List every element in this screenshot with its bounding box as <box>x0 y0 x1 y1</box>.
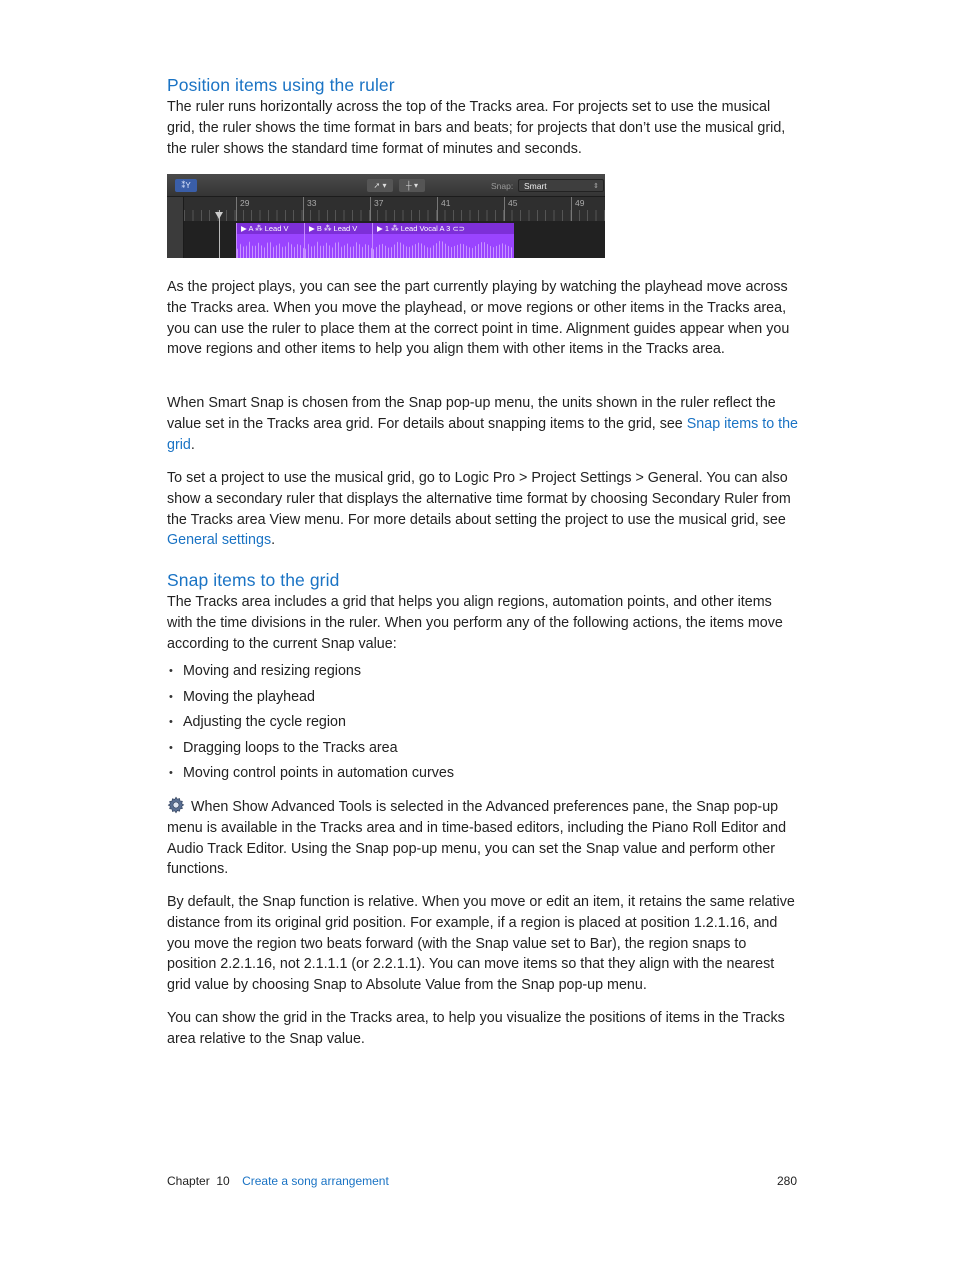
action-list <box>167 661 799 789</box>
snap-items-link[interactable]: Snap items to the grid <box>167 415 799 453</box>
section-intro: The ruler runs horizontally across the top of the Tracks area. For projects set to use the musical grid, the ruler shows the time format in bars and beats; for projects that don’t use the musical grid, the ruler shows the standard time format of minutes and seconds. <box>167 99 786 157</box>
ruler-number: 49 <box>575 198 585 208</box>
region-label: ▶ A ⁂ Lead V <box>237 223 304 234</box>
para-show-grid <box>167 1008 799 1050</box>
page-number: 280 <box>777 1174 798 1188</box>
ruler-number: 45 <box>508 198 518 208</box>
ruler-number: 33 <box>307 198 317 208</box>
playhead-marker-icon <box>215 212 223 219</box>
region <box>304 223 372 258</box>
chevron-updown-icon: ⇕ <box>593 183 599 190</box>
chapter-number: Chapter 10 <box>167 1174 230 1188</box>
paragraph <box>167 796 799 880</box>
ruler-bar <box>437 197 451 221</box>
region <box>372 223 514 258</box>
ruler-bar <box>571 197 585 221</box>
list-item: • Moving and resizing regions <box>167 661 799 687</box>
list-item: • Adjusting the cycle region <box>167 712 799 738</box>
footer-chapter <box>167 1174 389 1188</box>
left-strip <box>167 197 184 258</box>
snap-popup <box>518 179 604 192</box>
chapter-title-link[interactable]: Create a song arrangement <box>242 1174 389 1188</box>
ruler-bar <box>370 197 384 221</box>
marquee-tool-icon: ┼ ▾ <box>399 179 425 192</box>
waveform <box>373 237 514 258</box>
para-advanced-tools <box>167 796 799 880</box>
filter-icon: ⁑Y <box>175 179 197 192</box>
paragraph-text: When Show Advanced Tools is selected in the Advanced preferences pane, the Snap pop-up menu is available in the Tracks area and in time-based editors, including the Piano Roll Editor and Audio Track Editor. Using the Snap pop-up menu, you can set the Snap value and perform other functions. <box>167 799 787 878</box>
section-heading: Position items using the ruler <box>167 75 395 95</box>
ruler-number: 41 <box>441 198 451 208</box>
snap-label: Snap: <box>491 181 514 191</box>
snap-value: Smart <box>524 181 547 191</box>
paragraph-text: When Smart Snap is chosen from the Snap pop-up menu, the units shown in the ruler reflect the value set in the Tracks area grid. For details about snapping items to the grid, see <box>167 395 776 432</box>
paragraph: You can show the grid in the Tracks area, to help you visualize the positions of items in the Tracks area relative to the Snap value. <box>167 1010 785 1047</box>
region <box>236 223 304 258</box>
bullet-list <box>167 661 799 789</box>
tracks-area-screenshot <box>167 174 605 258</box>
para-relative-snap <box>167 892 799 996</box>
list-item: • Moving control points in automation curves <box>167 763 799 789</box>
pointer-tool-icon: ➚ ▾ <box>367 179 393 192</box>
ruler-number: 37 <box>374 198 384 208</box>
tracks-toolbar <box>167 174 605 197</box>
region-label: ▶ B ⁂ Lead V <box>305 223 372 234</box>
section-snap-grid <box>167 569 799 654</box>
waveform <box>237 237 304 258</box>
ruler-ticks <box>184 210 605 221</box>
para-musical-grid <box>167 468 799 551</box>
paragraph: By default, the Snap function is relative. When you move or edit an item, it retains the same relative distance from its original grid position. For example, if a region is placed at position 1.2.1.16, and you move the region two beats forward (with the Snap value set to Bar), the region snaps to position 2.2.1.16, not 2.1.1.1 (or 2.2.1.1). You can move items so that they align with the nearest grid value by choosing Snap to Absolute Value from the Snap pop-up menu. <box>167 894 795 994</box>
gear-icon <box>167 796 185 814</box>
ruler-bar <box>504 197 518 221</box>
ruler-number: 29 <box>240 198 250 208</box>
ruler-bar <box>236 197 250 221</box>
para-smart-snap <box>167 393 799 455</box>
section-intro: The Tracks area includes a grid that helps you align regions, automation points, and other items with the time divisions in the ruler. When you perform any of the following actions, the items move according to the current Snap value: <box>167 594 783 652</box>
general-settings-link[interactable]: General settings <box>167 532 272 549</box>
region-label: ▶ 1 ⁂ Lead Vocal A 3 ⊂⊃ <box>373 223 514 234</box>
ruler-bar <box>303 197 317 221</box>
waveform <box>305 237 372 258</box>
para-playhead <box>167 277 799 360</box>
section-heading: Snap items to the grid <box>167 570 340 590</box>
paragraph <box>167 468 799 551</box>
ruler <box>184 197 605 221</box>
section-position-ruler <box>167 74 799 159</box>
list-item: • Moving the playhead <box>167 687 799 713</box>
paragraph <box>167 393 799 455</box>
paragraph-text: To set a project to use the musical grid, go to Logic Pro > Project Settings > General. You can also show a secondary ruler that displays the alternative time format by choosing Secondary Ruler from the Tracks area View menu. For more details about setting the project to use the musical grid, see <box>167 470 791 528</box>
paragraph: As the project plays, you can see the part currently playing by watching the playhead move across the Tracks area. When you move the playhead, or move regions or other items in the Tracks area, you can use the ruler to place them at the correct point in time. Alignment guides appear when you move regions and other items to help you align them with other items in the Tracks area. <box>167 279 790 358</box>
paragraph-end: . <box>271 532 276 549</box>
paragraph-end: . <box>190 436 195 453</box>
list-item: • Dragging loops to the Tracks area <box>167 738 799 764</box>
